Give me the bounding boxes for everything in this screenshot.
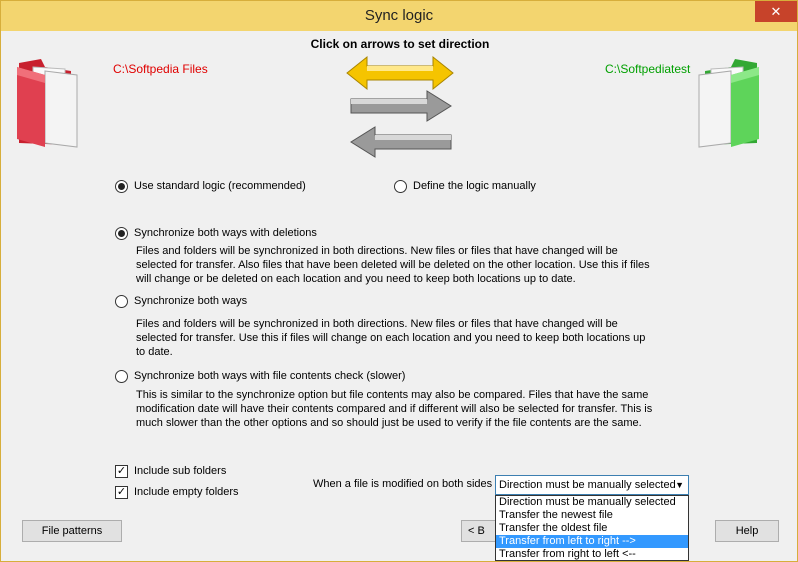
back-button[interactable]: < B	[461, 520, 501, 542]
conflict-option[interactable]: Direction must be manually selected	[499, 496, 676, 508]
manual-logic-label[interactable]: Define the logic manually	[413, 180, 536, 192]
help-button[interactable]: Help	[715, 520, 779, 542]
sync-with-deletions-label[interactable]: Synchronize both ways with deletions	[134, 227, 317, 239]
chevron-down-icon[interactable]: ▼	[675, 480, 684, 490]
sync-both-ways-radio[interactable]	[115, 295, 128, 308]
sync-both-ways-label[interactable]: Synchronize both ways	[134, 295, 248, 307]
dialog-content	[9, 31, 791, 560]
include-subfolders-label[interactable]: Include sub folders	[134, 465, 227, 477]
source-path: C:\Softpedia Files	[113, 62, 208, 76]
destination-folder-icon	[695, 57, 761, 149]
sync-contents-check-label[interactable]: Synchronize both ways with file contents check (slower)	[134, 370, 406, 382]
sync-with-deletions-radio[interactable]	[115, 227, 128, 240]
include-subfolders-checkbox[interactable]: ✓	[116, 465, 127, 477]
sync-with-deletions-description: Files and folders will be synchronized in both directions. New files or files that have changed will be selected for transfer. Also files that have been deleted will be deleted on the other location. Use this if files will change or be deleted on each location and you need to keep both locations up to date.	[136, 245, 650, 285]
title-bar[interactable]	[1, 1, 797, 31]
file-patterns-button[interactable]: File patterns	[22, 520, 122, 542]
conflict-option-highlighted[interactable]: Transfer from left to right -->	[496, 535, 688, 548]
both-ways-arrow-icon[interactable]	[345, 55, 455, 91]
sync-contents-check-description: This is similar to the synchronize option but file contents may also be compared. Files that have the same modification date will have their contents compared and if different will also be selected for transfer. This is much slower than the other options and so should just be used to verify if the file contents are the same.	[136, 389, 653, 429]
window-title: Sync logic	[364, 7, 434, 24]
standard-logic-radio[interactable]	[115, 180, 128, 193]
include-empty-folders-checkbox[interactable]: ✓	[116, 486, 127, 498]
conflict-option[interactable]: Transfer from right to left <--	[499, 548, 636, 560]
direction-instruction: Click on arrows to set direction	[310, 37, 490, 51]
close-button[interactable]: ✕	[755, 1, 797, 22]
conflict-select[interactable]	[495, 475, 689, 495]
destination-path: C:\Softpediatest	[605, 62, 691, 76]
conflict-option[interactable]: Transfer the newest file	[499, 509, 613, 521]
conflict-options-list	[495, 495, 689, 561]
include-empty-folders-label[interactable]: Include empty folders	[134, 486, 239, 498]
conflict-selected-value: Direction must be manually selected	[499, 479, 676, 491]
right-to-left-arrow-icon[interactable]	[349, 125, 453, 159]
left-to-right-arrow-icon[interactable]	[349, 89, 453, 123]
source-folder-icon	[15, 57, 81, 149]
sync-contents-check-radio[interactable]	[115, 370, 128, 383]
manual-logic-radio[interactable]	[394, 180, 407, 193]
standard-logic-label[interactable]: Use standard logic (recommended)	[134, 180, 306, 192]
conflict-option[interactable]: Transfer the oldest file	[499, 522, 608, 534]
conflict-label: When a file is modified on both sides	[313, 478, 493, 490]
sync-both-ways-description: Files and folders will be synchronized in both directions. New files or files that have changed will be selected for transfer. Use this if files will change on each location and you need to keep both locations up to date.	[136, 318, 646, 358]
